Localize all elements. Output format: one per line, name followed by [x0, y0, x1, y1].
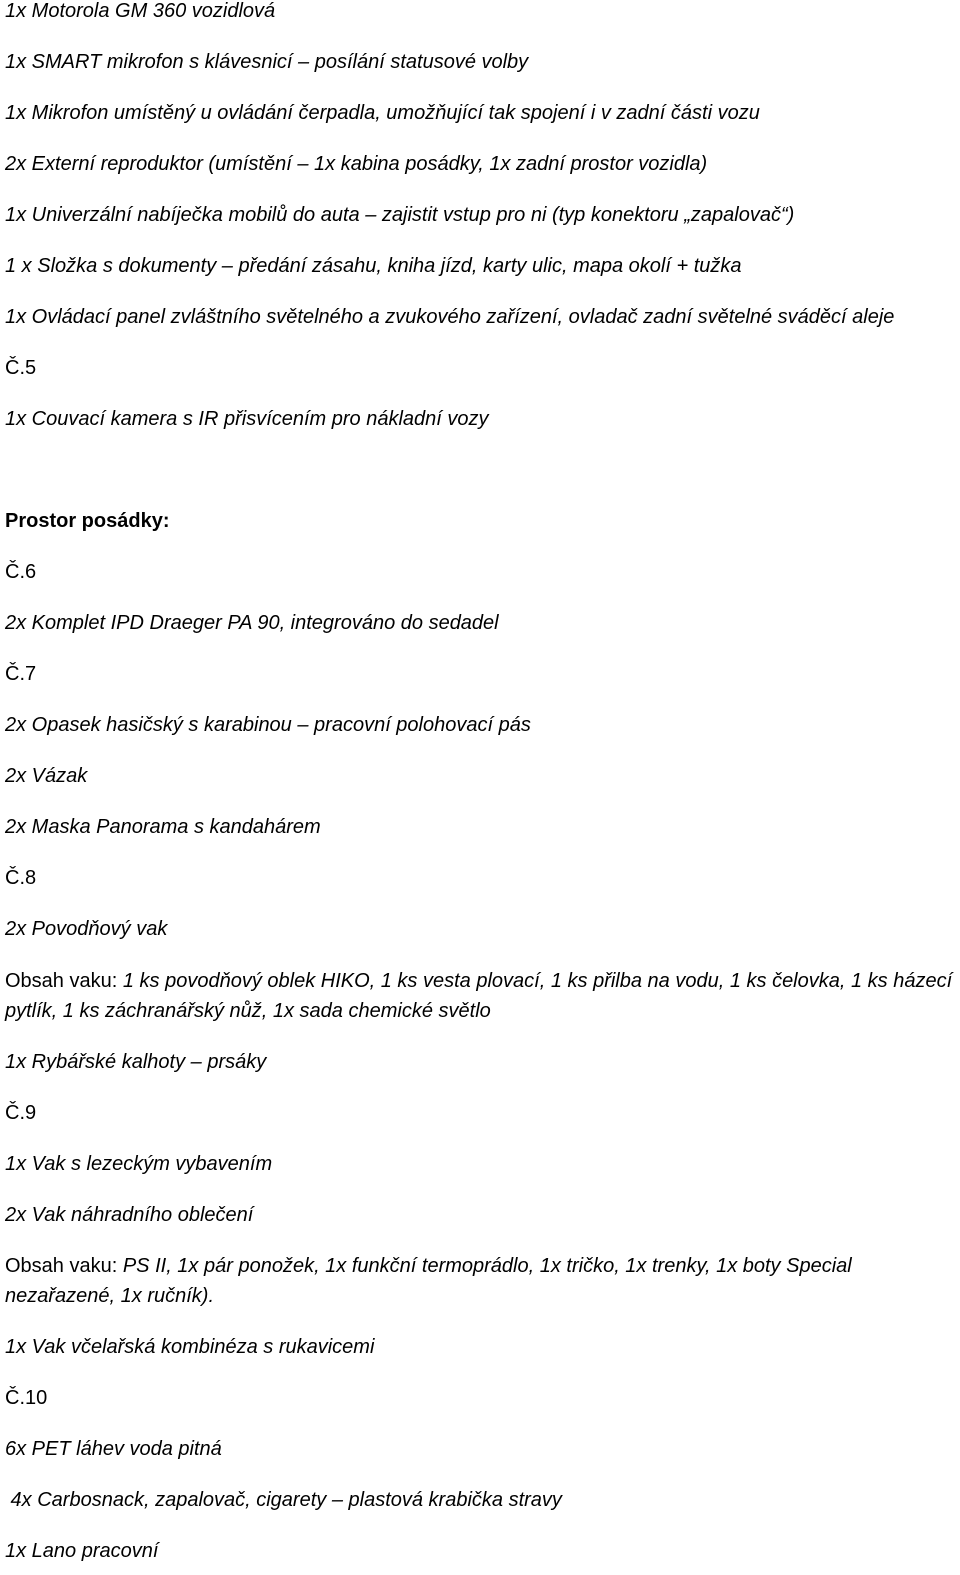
list-item-food-box: 4x Carbosnack, zapalovač, cigarety – plastová krabička stravy: [5, 1489, 562, 1511]
section-number-8: Č.8: [5, 867, 37, 889]
list-item-rope: 1x Lano pracovní: [5, 1540, 159, 1562]
section-number-5: Č.5: [5, 357, 37, 379]
list-item-radio: 1x Motorola GM 360 vozidlová: [5, 0, 276, 22]
list-item-fishing-waders: 1x Rybářské kalhoty – prsáky: [5, 1051, 267, 1073]
list-item-spare-clothes-bag: 2x Vak náhradního oblečení: [5, 1204, 254, 1226]
list-item-water-bottles: 6x PET láhev voda pitná: [5, 1438, 222, 1460]
section-number-10: Č.10: [5, 1387, 48, 1409]
list-item-smart-microphone: 1x SMART mikrofon s klávesnicí – posílání statusové volby: [5, 51, 529, 73]
list-item-pump-microphone: 1x Mikrofon umístěný u ovládání čerpadla, umožňující tak spojení i v zadní části vozu: [5, 102, 760, 124]
list-item-beekeeper-suit: 1x Vak včelařská kombinéza s rukavicemi: [5, 1336, 375, 1358]
list-item-mask: 2x Maska Panorama s kandahárem: [5, 816, 321, 838]
list-item-control-panel: 1x Ovládací panel zvláštního světelného a zvukového zařízení, ovladač zadní světelné sváděcí aleje: [5, 306, 895, 328]
section-number-7: Č.7: [5, 663, 37, 685]
list-item-ipd-kit: 2x Komplet IPD Draeger PA 90, integrováno do sedadel: [5, 612, 499, 634]
section-number-9: Č.9: [5, 1102, 37, 1124]
bag-contents-flood: [5, 966, 956, 1026]
bag-contents-label: Obsah vaku:: [5, 970, 123, 992]
section-number-6: Č.6: [5, 561, 37, 583]
bag-contents-text: PS II, 1x pár ponožek, 1x funkční termoprádlo, 1x tričko, 1x trenky, 1x boty Special nezařazené, 1x ručník).: [5, 1255, 852, 1307]
list-item-external-speaker: 2x Externí reproduktor (umístění – 1x kabina posádky, 1x zadní prostor vozidla): [5, 153, 708, 175]
list-item-reversing-camera: 1x Couvací kamera s IR přisvícením pro nákladní vozy: [5, 408, 489, 430]
bag-contents-clothes: [5, 1251, 956, 1311]
bag-contents-text: 1 ks povodňový oblek HIKO, 1 ks vesta plovací, 1 ks přilba na vodu, 1 ks čelovka, 1 ks házecí pytlík, 1 ks záchranářský nůž, 1x sada chemické světlo: [5, 970, 953, 1022]
list-item-climbing-bag: 1x Vak s lezeckým vybavením: [5, 1153, 273, 1175]
list-item-belt: 2x Opasek hasičský s karabinou – pracovní polohovací pás: [5, 714, 531, 736]
list-item-flood-bag: 2x Povodňový vak: [5, 918, 168, 940]
list-item-document-folder: 1 x Složka s dokumenty – předání zásahu, kniha jízd, karty ulic, mapa okolí + tužka: [5, 255, 742, 277]
section-heading-crew-space: Prostor posádky:: [5, 510, 170, 532]
bag-contents-label: Obsah vaku:: [5, 1255, 123, 1277]
list-item-phone-charger: 1x Univerzální nabíječka mobilů do auta – zajistit vstup pro ni (typ konektoru „zapalovač“): [5, 204, 795, 226]
list-item-sling: 2x Vázak: [5, 765, 88, 787]
